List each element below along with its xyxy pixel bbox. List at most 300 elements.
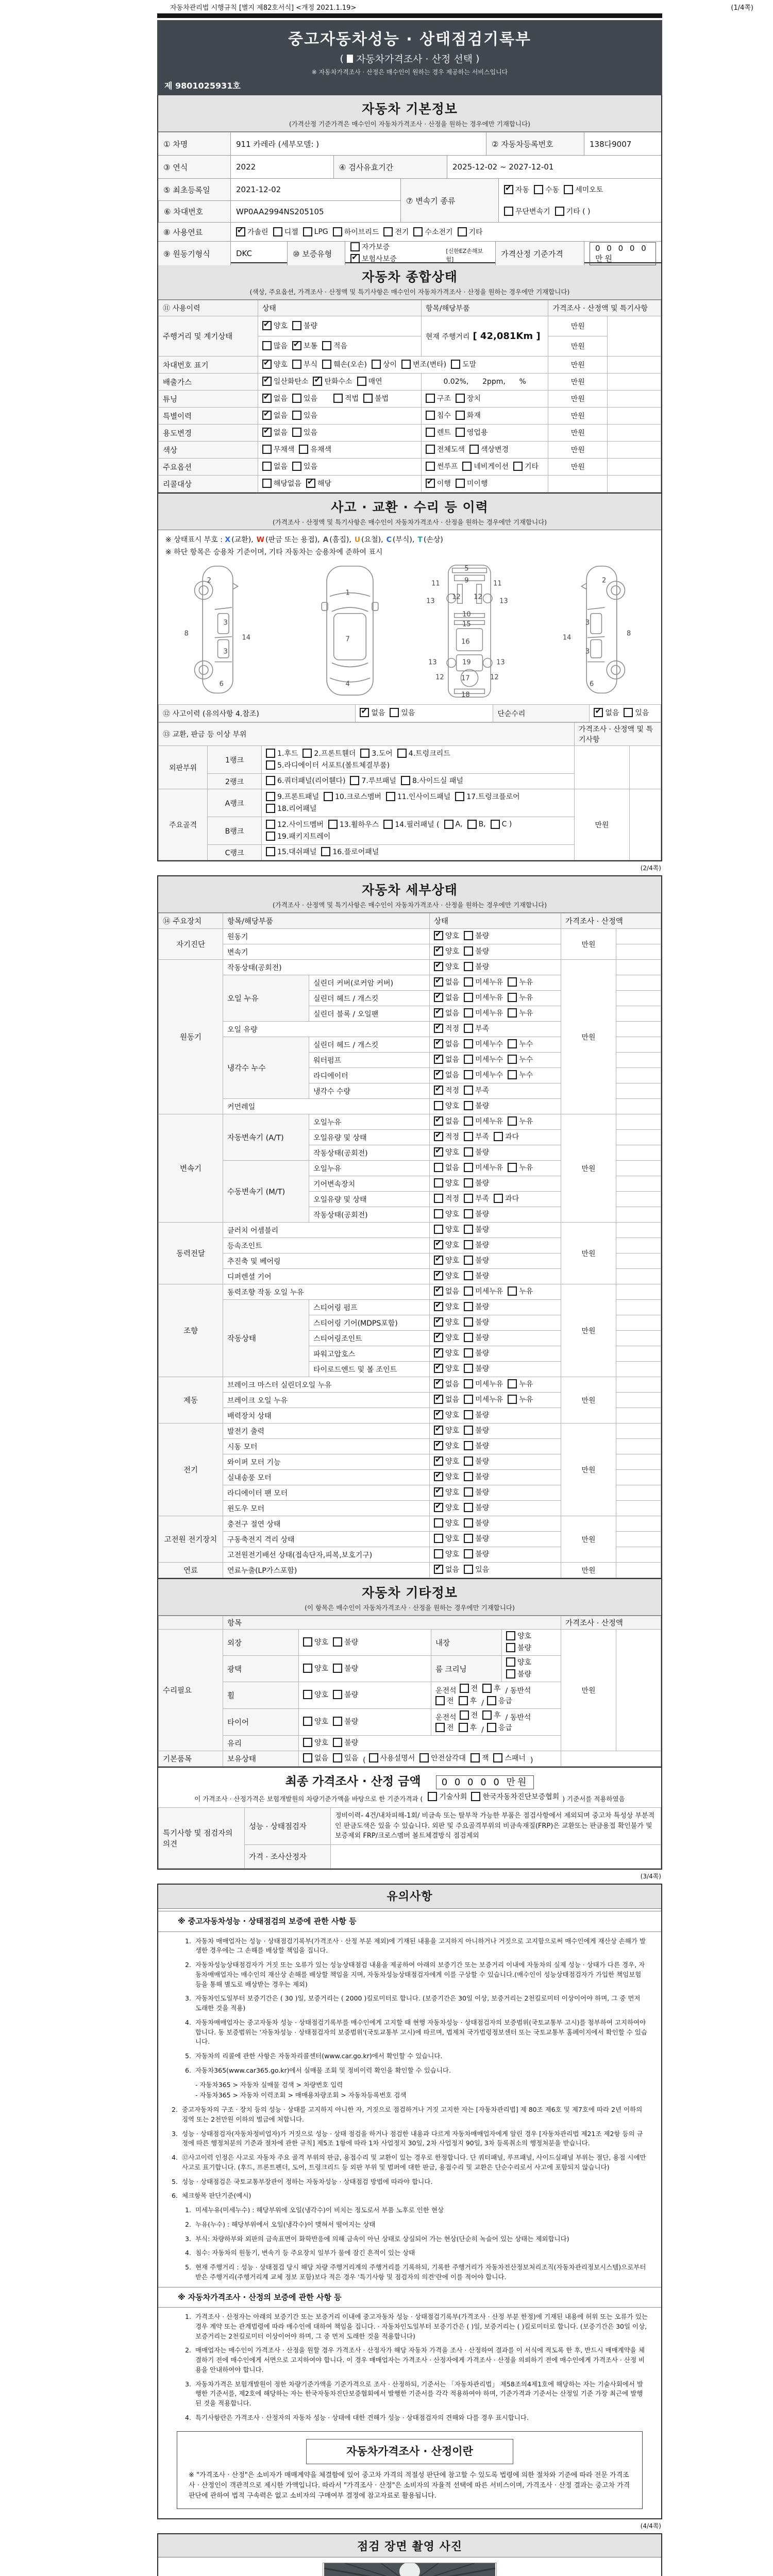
checkbox-없음[interactable] — [434, 992, 459, 1003]
select-checkbox-icon[interactable] — [347, 55, 353, 63]
device-label-원동기: 원동기 — [159, 960, 223, 1114]
checkbox-label: 불량 — [344, 1691, 359, 1699]
checkbox-디젤[interactable] — [273, 227, 298, 237]
checkbox-10.크로스멤버[interactable] — [324, 791, 381, 802]
unchecked-checkbox-icon — [494, 1132, 503, 1141]
checkbox-불량[interactable] — [464, 1209, 489, 1219]
checkbox-하이브리드[interactable] — [333, 227, 379, 237]
checkbox-미세누수[interactable] — [464, 1054, 503, 1064]
checkbox-후[interactable] — [482, 1710, 501, 1720]
checkbox-이행[interactable] — [426, 478, 451, 488]
checkbox-양호[interactable] — [262, 320, 288, 331]
checkbox-양호[interactable] — [434, 1456, 459, 1466]
checkbox-양호[interactable] — [434, 1255, 459, 1265]
checkbox-전체도색[interactable] — [426, 444, 465, 454]
checkbox-미이행[interactable] — [456, 478, 488, 488]
checkbox-12.사이드멤버[interactable] — [266, 819, 324, 829]
checkbox-적정[interactable] — [434, 1023, 459, 1033]
checkbox-4.트렁크리드[interactable] — [397, 748, 450, 758]
checkbox-불량[interactable] — [464, 1178, 489, 1188]
checkbox-누수[interactable] — [508, 1054, 533, 1064]
checkbox-없음[interactable] — [262, 410, 288, 420]
checkbox-있음[interactable] — [292, 410, 317, 420]
checkbox-없음[interactable] — [434, 1054, 459, 1064]
glass-options — [299, 1736, 561, 1751]
checkbox-부족[interactable] — [464, 1193, 489, 1204]
checkbox-불량[interactable] — [464, 1440, 489, 1451]
notice-subitem — [185, 2206, 648, 2215]
checkbox-일산화탄소[interactable] — [262, 376, 309, 386]
checkbox-자동[interactable] — [504, 184, 529, 195]
checkbox-양호[interactable] — [434, 1147, 459, 1157]
checkbox-있음[interactable] — [390, 707, 415, 718]
note-cell — [616, 929, 661, 944]
checkbox-양호[interactable] — [434, 1440, 459, 1451]
checkbox-7.루브패널[interactable] — [350, 775, 396, 786]
checkbox-불량[interactable] — [464, 1224, 489, 1234]
unchecked-checkbox-icon — [390, 708, 399, 717]
unchecked-checkbox-icon — [464, 1549, 473, 1558]
checkbox-label: 없음 — [273, 411, 288, 420]
checkbox-label: 썬루프 — [436, 462, 458, 471]
checkbox-무단변속기[interactable] — [504, 206, 550, 216]
checkbox-사용설명서[interactable] — [369, 1753, 415, 1763]
checkbox-양호[interactable] — [434, 1410, 459, 1420]
checkbox-미세누유[interactable] — [464, 1286, 503, 1296]
unchecked-checkbox-icon — [303, 1690, 312, 1699]
checkbox-불량[interactable] — [464, 1518, 489, 1528]
checkbox-양호[interactable] — [434, 1209, 459, 1219]
checkbox-불량[interactable] — [464, 1255, 489, 1265]
state-cell — [430, 1099, 561, 1114]
checkbox-영업용[interactable] — [456, 427, 488, 437]
checkbox-양호[interactable] — [434, 1178, 459, 1188]
price-cell: 만원 — [548, 425, 607, 442]
checkbox-불량[interactable] — [464, 1317, 489, 1327]
notice-price-item — [185, 2380, 648, 2409]
checkbox-없음[interactable] — [262, 393, 288, 403]
price-cell: 만원 — [561, 929, 616, 960]
unchecked-checkbox-icon — [624, 708, 633, 717]
checkbox-해당없음[interactable] — [262, 478, 301, 488]
checkbox-미세누유[interactable] — [464, 977, 503, 987]
checkbox-없음[interactable] — [434, 1379, 459, 1389]
checked-checkbox-icon — [262, 377, 272, 386]
checkbox-불량[interactable] — [464, 1363, 489, 1374]
checkbox-불량[interactable] — [464, 1456, 489, 1466]
checkbox-있음[interactable] — [464, 1564, 489, 1574]
warranty-note: [신한EZ손해보험] — [446, 248, 483, 263]
checkbox-응급[interactable] — [487, 1696, 512, 1706]
checkbox-해당[interactable] — [306, 478, 331, 488]
state-cell — [430, 1022, 561, 1037]
checkbox-세미오토[interactable] — [564, 184, 603, 195]
checkbox-적정[interactable] — [434, 1085, 459, 1095]
document-number: 제 9801025931호 — [164, 81, 241, 91]
standard-book-1-checkbox[interactable] — [428, 1792, 437, 1801]
checkbox-양호[interactable] — [303, 1637, 328, 1647]
checkbox-누유[interactable] — [508, 992, 533, 1003]
checkbox-label: 기타 — [468, 228, 483, 236]
checkbox-없음[interactable] — [434, 1286, 459, 1296]
checkbox-누수[interactable] — [508, 1039, 533, 1049]
checkbox-미세누유[interactable] — [464, 1379, 503, 1389]
checkbox-없음[interactable] — [434, 1162, 459, 1173]
exchange-rank-table — [158, 722, 661, 860]
unchecked-checkbox-icon — [464, 1317, 473, 1327]
checkbox-전[interactable] — [460, 1710, 478, 1720]
checkbox-불량[interactable] — [292, 320, 317, 331]
checkbox-후[interactable] — [459, 1722, 477, 1733]
checkbox-15.대쉬패널[interactable] — [266, 846, 316, 857]
checkbox-안전삼각대[interactable] — [419, 1753, 466, 1763]
checkbox-없음[interactable] — [434, 1394, 459, 1404]
checkbox-화재[interactable] — [456, 410, 481, 420]
unchecked-checkbox-icon — [464, 1503, 473, 1512]
checkbox-매연[interactable] — [357, 376, 382, 386]
checkbox-누유[interactable] — [508, 1162, 533, 1173]
note-cell — [616, 1114, 661, 1130]
checkbox-전[interactable] — [435, 1696, 454, 1706]
overall-band — [158, 262, 661, 300]
checkbox-1.후드[interactable] — [266, 748, 298, 758]
checkbox-불량[interactable] — [464, 1533, 489, 1544]
checkbox-미세누유[interactable] — [464, 992, 503, 1003]
checkbox-label: 렌트 — [436, 428, 451, 437]
checkbox-없음[interactable] — [594, 707, 619, 718]
unchecked-checkbox-icon — [464, 1116, 473, 1126]
checkbox-없음[interactable] — [434, 1116, 459, 1126]
checkbox-양호[interactable] — [434, 930, 459, 941]
checkbox-양호[interactable] — [434, 1471, 459, 1482]
accident-history-table — [158, 704, 661, 722]
checkbox-부식[interactable] — [292, 359, 317, 369]
checkbox-불법[interactable] — [363, 393, 389, 403]
checkbox-있음[interactable] — [333, 1753, 358, 1763]
checkbox-누유[interactable] — [508, 977, 533, 987]
checkbox-있음[interactable] — [624, 707, 649, 718]
checkbox-양호[interactable] — [434, 1487, 459, 1497]
checkbox-14.필러패널 ([interactable] — [383, 819, 439, 829]
checkbox-label: 불량 — [475, 1318, 490, 1327]
checkbox-없음[interactable] — [303, 1753, 328, 1763]
checkbox-미세누수[interactable] — [464, 1039, 503, 1049]
checkbox-6.쿼터패널(리어휀다)[interactable] — [266, 775, 345, 786]
checkbox-양호[interactable] — [434, 1549, 459, 1559]
checkbox-적법[interactable] — [333, 393, 359, 403]
checkbox-불량[interactable] — [464, 930, 489, 941]
checkbox-불량[interactable] — [506, 1669, 531, 1679]
checkbox-label: 미세누유 — [475, 1117, 503, 1126]
basic-subtitle: (가격산정 기준가격은 매수인이 자동차가격조사 · 산정을 원하는 경우에만 기재합니다) — [289, 120, 531, 128]
checkbox-없음[interactable] — [434, 1039, 459, 1049]
engine-type-label: ⑨ 원동기형식 — [158, 242, 230, 265]
checkbox-불량[interactable] — [464, 1348, 489, 1358]
checkbox-양호[interactable] — [434, 1502, 459, 1513]
state-cell — [430, 1563, 561, 1578]
item-label: 클러치 어셈블리 — [223, 1223, 430, 1238]
checkbox-기타[interactable] — [513, 461, 539, 471]
checked-checkbox-icon — [434, 1256, 443, 1265]
checkbox-label: 누수 — [519, 1040, 533, 1048]
checkbox-응급[interactable] — [487, 1722, 512, 1733]
checkbox-네비게이션[interactable] — [462, 461, 509, 471]
item-sub-label: 기어변속장치 — [309, 1176, 430, 1192]
checkbox-불량[interactable] — [333, 1716, 358, 1726]
checkbox-9.프론트패널[interactable] — [266, 791, 319, 802]
note-cell — [607, 374, 661, 391]
checkbox-장치[interactable] — [456, 393, 481, 403]
notice-item-number: 5. — [185, 2052, 191, 2060]
checkbox-label: 불량 — [475, 932, 490, 940]
checkbox-전기[interactable] — [383, 227, 409, 237]
checkbox-양호[interactable] — [303, 1689, 328, 1700]
checkbox-부족[interactable] — [464, 1085, 489, 1095]
checkbox-양호[interactable] — [434, 946, 459, 956]
price-cell: 만원 — [561, 1223, 616, 1284]
form-header — [157, 20, 662, 95]
note-cell — [607, 425, 661, 442]
form-title: 중고자동차성능 · 상태점검기록부 — [288, 30, 531, 48]
checkbox-B,[interactable] — [467, 820, 486, 829]
unchecked-checkbox-icon — [426, 462, 435, 471]
unchecked-checkbox-icon — [266, 832, 275, 841]
checkbox-양호[interactable] — [434, 1332, 459, 1343]
checkbox-누유[interactable] — [508, 1116, 533, 1126]
checkbox-16.플로어패널[interactable] — [321, 846, 379, 857]
checkbox-기타[interactable] — [458, 227, 483, 237]
checkbox-양호[interactable] — [434, 1348, 459, 1358]
checkbox-label: 후 — [469, 1697, 477, 1705]
checkbox-가솔린[interactable] — [236, 227, 268, 237]
checkbox-양호[interactable] — [434, 1301, 459, 1312]
checkbox-불량[interactable] — [333, 1737, 358, 1748]
checked-checkbox-icon — [434, 1472, 443, 1481]
checkbox-부족[interactable] — [464, 1023, 489, 1033]
checkbox-불량[interactable] — [464, 1240, 489, 1250]
tire-options — [299, 1709, 431, 1736]
checkbox-양호[interactable] — [506, 1657, 531, 1667]
checkbox-양호[interactable] — [303, 1737, 328, 1748]
unchecked-checkbox-icon — [464, 1456, 473, 1466]
checkbox-탄화수소[interactable] — [313, 376, 352, 386]
checkbox-17.트렁크플로어[interactable] — [455, 791, 519, 802]
checkbox-양호[interactable] — [434, 1270, 459, 1281]
checkbox-누유[interactable] — [508, 1008, 533, 1018]
checkbox-있음[interactable] — [292, 461, 317, 471]
checkbox-도말[interactable] — [451, 359, 476, 369]
checkbox-양호[interactable] — [434, 1533, 459, 1544]
item-label: 오일 유량 — [223, 1022, 430, 1037]
checkbox-보통[interactable] — [292, 341, 317, 351]
checkbox-수동[interactable] — [534, 184, 559, 195]
checkbox-썬루프[interactable] — [426, 461, 458, 471]
checkbox-적음[interactable] — [322, 341, 347, 351]
checkbox-적정[interactable] — [434, 1131, 459, 1142]
checkbox-미세누유[interactable] — [464, 1394, 503, 1404]
checkbox-미세누유[interactable] — [464, 1008, 503, 1018]
checkbox-불량[interactable] — [464, 1410, 489, 1420]
checkbox-양호[interactable] — [303, 1716, 328, 1726]
checkbox-양호[interactable] — [434, 1425, 459, 1435]
checkbox-누유[interactable] — [508, 1286, 533, 1296]
checkbox-불량[interactable] — [464, 1471, 489, 1482]
checkbox-양호[interactable] — [262, 359, 288, 369]
checkbox-과다[interactable] — [494, 1131, 519, 1142]
checkbox-불량[interactable] — [464, 946, 489, 956]
notice-item — [172, 2177, 648, 2187]
checkbox-미세누유[interactable] — [464, 1116, 503, 1126]
checkbox-변조(변타)[interactable] — [401, 359, 446, 369]
unchecked-checkbox-icon — [333, 1717, 342, 1726]
checked-checkbox-icon — [434, 1364, 443, 1373]
vin-value: WP0AA2994NS205105 — [230, 200, 400, 222]
unchecked-checkbox-icon — [292, 411, 301, 420]
checkbox-양호[interactable] — [434, 1240, 459, 1250]
checkbox-잭[interactable] — [470, 1753, 489, 1763]
checkbox-후[interactable] — [482, 1683, 501, 1693]
other-band — [158, 1578, 661, 1616]
checkbox-있음[interactable] — [292, 427, 317, 437]
checkbox-침수[interactable] — [426, 410, 451, 420]
inspection-value: 2025-12-02 ~ 2027-12-01 — [447, 156, 661, 178]
checkbox-양호[interactable] — [434, 961, 459, 972]
diagram-number-13: 13 — [496, 658, 505, 667]
checkbox-불량[interactable] — [464, 961, 489, 972]
checkbox-미세누수[interactable] — [464, 1070, 503, 1080]
checkbox-불량[interactable] — [464, 1425, 489, 1435]
checkbox-불량[interactable] — [333, 1663, 358, 1673]
checkbox-2.프론트휀더[interactable] — [303, 748, 356, 758]
checkbox-있음[interactable] — [292, 393, 317, 403]
form-top-bar — [157, 13, 662, 18]
warranty-label: ⑩ 보증유형 — [287, 242, 345, 265]
checkbox-양호[interactable] — [434, 1518, 459, 1528]
unchecked-checkbox-icon — [464, 1163, 473, 1172]
checkbox-없음[interactable] — [434, 1564, 459, 1574]
checkbox-보험사보증[interactable] — [350, 253, 397, 264]
checkbox-양호[interactable] — [506, 1631, 531, 1641]
checkbox-label: 없음 — [445, 1117, 460, 1126]
checkbox-LPG[interactable] — [303, 227, 328, 236]
checkbox-불량[interactable] — [464, 1147, 489, 1157]
state-cell — [430, 1532, 561, 1547]
note-cell — [630, 789, 661, 860]
checkbox-기타 ( )[interactable] — [555, 206, 591, 216]
overall-header-price: 가격조사 · 산정액 및 특기사항 — [548, 300, 661, 316]
checkbox-양호[interactable] — [434, 1363, 459, 1374]
checkbox-불량[interactable] — [464, 1549, 489, 1559]
page-marker-1: (1/4쪽) — [731, 4, 753, 12]
state-cell — [430, 1037, 561, 1053]
checkbox-누수[interactable] — [508, 1070, 533, 1080]
checked-checkbox-icon — [434, 1271, 443, 1280]
note-cell — [607, 408, 661, 425]
checkbox-8.사이드실 패널[interactable] — [401, 775, 463, 786]
state-cell — [430, 1408, 561, 1423]
checkbox-스패너[interactable] — [493, 1753, 526, 1763]
checkbox-불량[interactable] — [464, 1487, 489, 1497]
checkbox-과다[interactable] — [494, 1193, 519, 1204]
unchecked-checkbox-icon — [464, 1024, 473, 1033]
checkbox-불량[interactable] — [464, 1301, 489, 1312]
checkbox-누유[interactable] — [508, 1379, 533, 1389]
checkbox-전[interactable] — [435, 1722, 454, 1733]
checkbox-부족[interactable] — [464, 1131, 489, 1142]
checkbox-불량[interactable] — [464, 1270, 489, 1281]
checkbox-불량[interactable] — [464, 1502, 489, 1513]
standard-book-2-checkbox[interactable] — [471, 1792, 480, 1801]
checkbox-많음[interactable] — [262, 341, 288, 351]
checkbox-상이[interactable] — [372, 359, 397, 369]
checkbox-양호[interactable] — [434, 1224, 459, 1234]
checkbox-유채색[interactable] — [299, 444, 331, 454]
checkbox-후[interactable] — [459, 1696, 477, 1706]
checkbox-없음[interactable] — [262, 461, 288, 471]
checkbox-불량[interactable] — [464, 1332, 489, 1343]
checkbox-label: 있음 — [303, 411, 317, 420]
checkbox-label: 보험사보증 — [362, 255, 397, 263]
checkbox-13.휠하우스[interactable] — [328, 819, 379, 829]
checkbox-C )[interactable] — [491, 820, 512, 829]
checkbox-누유[interactable] — [508, 1394, 533, 1404]
checkbox-양호[interactable] — [434, 1100, 459, 1111]
checkbox-양호[interactable] — [303, 1663, 328, 1673]
checkbox-없음[interactable] — [434, 1008, 459, 1018]
checkbox-훼손(오손)[interactable] — [322, 359, 367, 369]
checkbox-5.라디에이터 서포트(볼트체결부품)[interactable] — [266, 760, 390, 770]
checkbox-무채색[interactable] — [262, 444, 295, 454]
checkbox-불량[interactable] — [464, 1100, 489, 1111]
state-cell — [430, 1238, 561, 1253]
unchecked-checkbox-icon — [508, 1055, 517, 1064]
checkbox-A,[interactable] — [444, 820, 463, 829]
checkbox-렌트[interactable] — [426, 427, 451, 437]
checkbox-적정[interactable] — [434, 1193, 459, 1204]
checkbox-없음[interactable] — [434, 1070, 459, 1080]
other-title: 자동차 기타정보 — [362, 1585, 458, 1600]
checkbox-19.패키지트레이[interactable] — [266, 831, 330, 841]
checkbox-불량[interactable] — [333, 1637, 358, 1647]
checkbox-불량[interactable] — [333, 1689, 358, 1700]
item-group-label: 냉각수 누수 — [223, 1037, 309, 1099]
checkbox-label: 10.크로스멤버 — [334, 792, 381, 801]
checkbox-구조[interactable] — [426, 393, 451, 403]
checkbox-수소전기[interactable] — [413, 227, 452, 237]
checkbox-없음[interactable] — [434, 977, 459, 987]
state-cell — [430, 1053, 561, 1068]
inspection-photos — [158, 2557, 661, 2576]
unchecked-checkbox-icon — [462, 462, 472, 471]
checkbox-없음[interactable] — [262, 427, 288, 437]
unchecked-checkbox-icon — [292, 428, 301, 437]
checkbox-label: 미세누유 — [475, 994, 503, 1002]
checkbox-미세누유[interactable] — [464, 1162, 503, 1173]
checkbox-label: 불량 — [475, 1179, 490, 1188]
checkbox-전[interactable] — [460, 1683, 478, 1693]
checkbox-불량[interactable] — [506, 1642, 531, 1653]
checkbox-색상변경[interactable] — [469, 444, 509, 454]
checkbox-양호[interactable] — [434, 1317, 459, 1327]
checkbox-자가보증[interactable] — [350, 242, 390, 252]
notice-price-item-text: 가격조사 · 산정자는 아래의 보증기간 또는 보증거리 이내에 중고자동차 성능 · 상태점검기록부(가격조사 · 산정 부분 한정)에 기재된 내용에 허위 또는 오류가 있는 경우 계약 또는 관계법령에 따라 매수인에 대하여 책임을 집니다. · 자동차인도일부터 보증기간은 ( )일, 보증거리는 ( )킬로미터로 합니다. (보증기간은 30일 이상, 보증거리는 2천킬로미터 이상이어야 하며, 그 중 먼저 도래한 것을 적용합니다) — [195, 2313, 648, 2340]
checkbox-3.도어[interactable] — [360, 748, 392, 758]
checkbox-없음[interactable] — [360, 707, 385, 718]
checkbox-11.인사이드패널[interactable] — [386, 791, 450, 802]
unchecked-checkbox-icon — [434, 1194, 443, 1203]
unchecked-checkbox-icon — [464, 1333, 473, 1342]
checkbox-18.리어패널[interactable] — [266, 803, 316, 814]
